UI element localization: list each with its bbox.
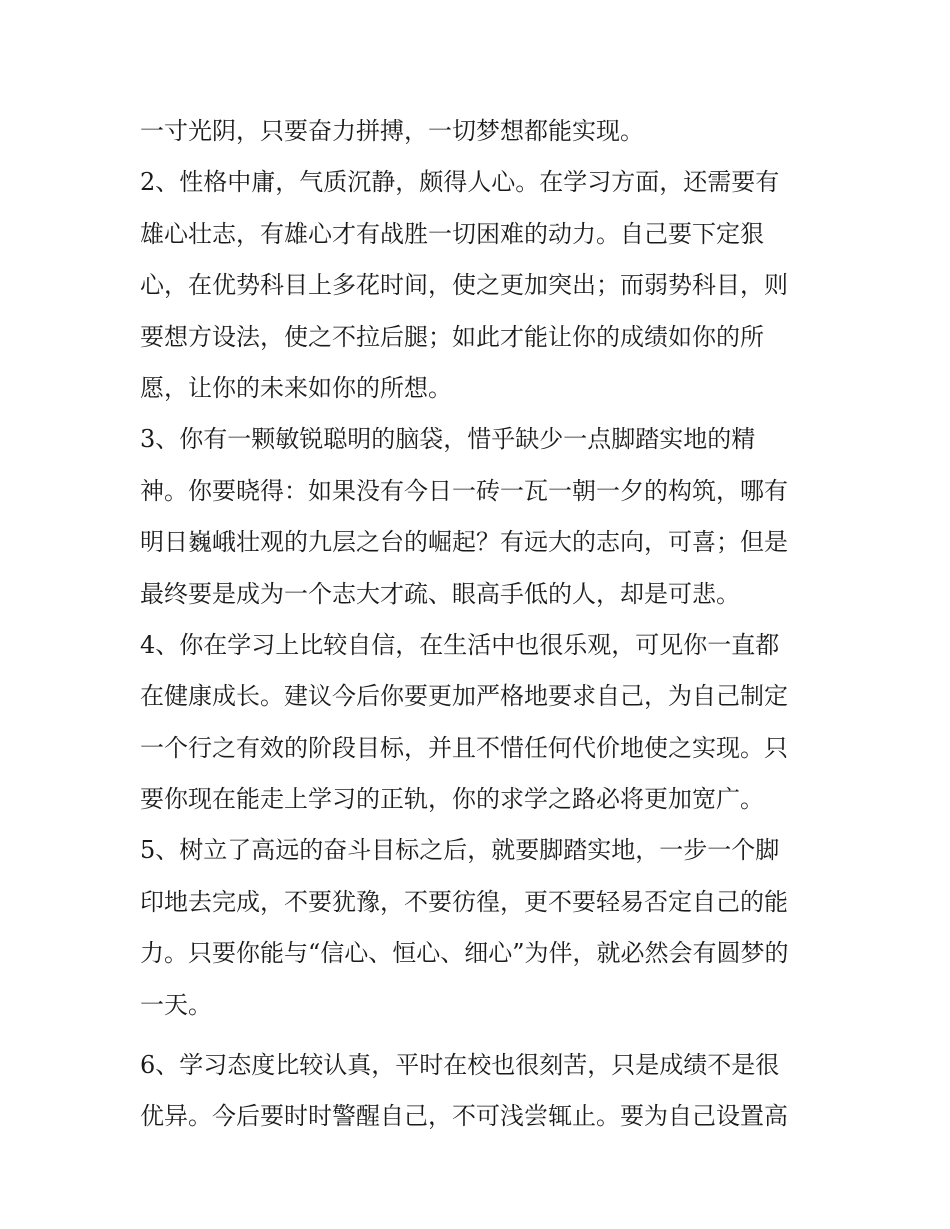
text-line: 一天。: [140, 990, 212, 1019]
text-line: 2、性格中庸，气质沉静，颇得人心。在学习方面，还需要有: [140, 168, 780, 197]
text-line: 在健康成长。建议今后你要更加严格地要求自己，为自己制定: [140, 682, 788, 711]
text-line: 一个行之有效的阶段目标，并且不惜任何代价地使之实现。只: [140, 733, 788, 762]
text-line: 4、你在学习上比较自信，在生活中也很乐观，可见你一直都: [140, 630, 780, 659]
text-line: 力。只要你能与“信心、恒心、细心”为伴，就必然会有圆梦的: [140, 939, 789, 968]
text-line: 心，在优势科目上多花时间，使之更加突出；而弱势科目，则: [140, 271, 788, 300]
text-line: 3、你有一颗敏锐聪明的脑袋，惜乎缺少一点脚踏实地的精: [140, 425, 756, 454]
document-body: [140, 106, 820, 1143]
text-line: 6、学习态度比较认真，平时在校也很刻苦，只是成绩不是很: [140, 1051, 780, 1080]
text-line: 神。你要晓得：如果没有今日一砖一瓦一朝一夕的构筑，哪有: [140, 476, 788, 505]
text-line: 5、树立了高远的奋斗目标之后，就要脚踏实地，一步一个脚: [140, 836, 780, 865]
text-line: 愿，让你的未来如你的所想。: [140, 373, 452, 402]
text-line: 要你现在能走上学习的正轨，你的求学之路必将更加宽广。: [140, 785, 764, 814]
text-line: 最终要是成为一个志大才疏、眼高手低的人，却是可悲。: [140, 579, 740, 608]
text-line: 一寸光阴，只要奋力拼搏，一切梦想都能实现。: [140, 117, 644, 145]
text-line: 雄心壮志，有雄心才有战胜一切困难的动力。自己要下定狠: [140, 219, 764, 248]
text-line: 明日巍峨壮观的九层之台的崛起？有远大的志向，可喜；但是: [140, 528, 788, 557]
text-line: 要想方设法，使之不拉后腿；如此才能让你的成绩如你的所: [140, 322, 764, 351]
text-line: 优异。今后要时时警醒自己，不可浅尝辄止。要为自己设置高: [140, 1102, 788, 1131]
text-line: 印地去完成，不要犹豫，不要彷徨，更不要轻易否定自己的能: [140, 887, 788, 916]
